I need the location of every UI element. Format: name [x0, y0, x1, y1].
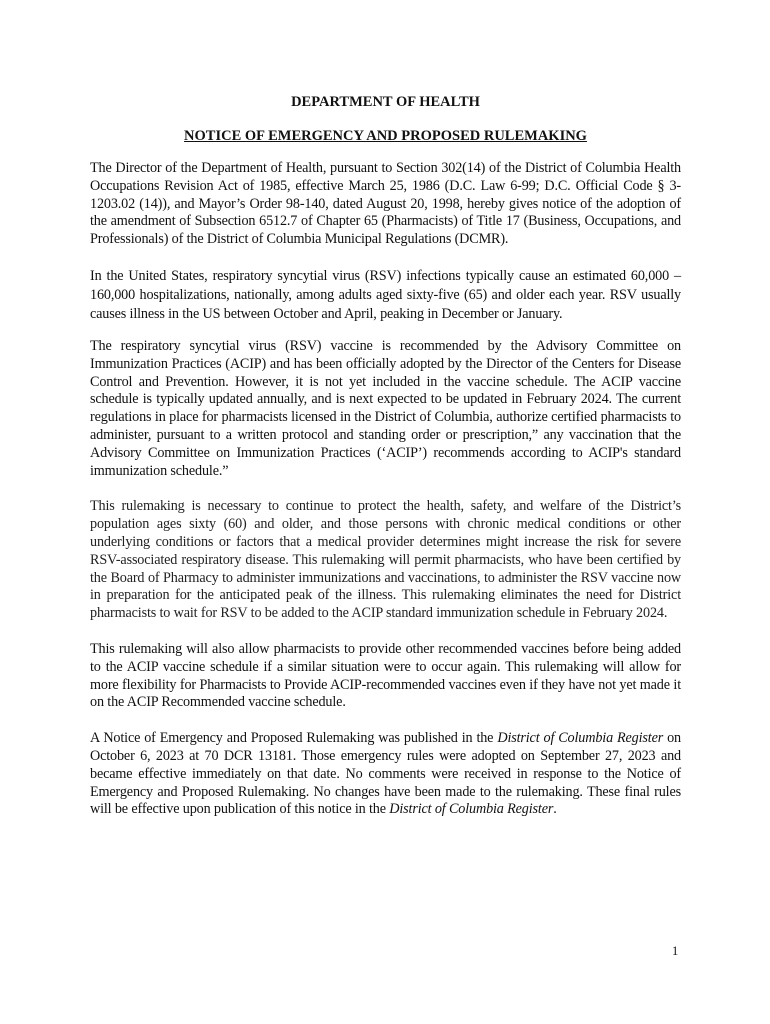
paragraph-authority: The Director of the Department of Health, pursuant to Section 302(14) of the District of Columbia Health Occupations Revision Act of 1985, effective March 25, 1986 (D.C. Law 6-99; D.C. Official Code § 3-1203.02 (14)), and Mayor’s Order 98-140, dated August 20, 1998, hereby gives notice of the adoption of the amendment of Subsection 6512.7 of Chapter 65 (Pharmacists) of Title 17 (Business, Occupations, and Professionals) of the District of Columbia Municipal Regulations (DCMR). — [90, 160, 681, 248]
paragraph-necessity: This rulemaking is necessary to continue to protect the health, safety, and welfare of the District’s population ages sixty (60) and older, and those persons with chronic medical conditions or other underlying conditions or factors that a medical provider determines might increase the risk for severe RSV-associated respiratory disease. This rulemaking will permit pharmacists, who have been certified by the Board of Pharmacy to administer immunizations and vaccinations, to administer the RSV vaccine now in preparation for the anticipated peak of the illness. This rulemaking eliminates the need for District pharmacists to wait for RSV to be added to the ACIP standard immunization schedule in February 2024. — [90, 498, 681, 622]
department-heading: DEPARTMENT OF HEALTH — [291, 94, 480, 110]
page-number: 1 — [672, 944, 679, 958]
document-page — [90, 92, 681, 819]
publication-text-3: . — [553, 801, 557, 818]
notice-title: NOTICE OF EMERGENCY AND PROPOSED RULEMAKING — [184, 128, 587, 144]
publication-text-1: A Notice of Emergency and Proposed Rulemaking was published in the — [90, 730, 498, 747]
register-title-1: District of Columbia Register — [497, 730, 664, 747]
paragraph-rsv-background: In the United States, respiratory syncytial virus (RSV) infections typically cause an estimated 60,000 – 160,000 hospitalizations, nationally, among adults aged sixty-five (65) and older each year. RSV usually causes illness in the US between October and April, peaking in December or January. — [90, 267, 681, 322]
paragraph-acip-vaccine: The respiratory syncytial virus (RSV) vaccine is recommended by the Advisory Committee on Immunization Practices (ACIP) and has been officially adopted by the Director of the Centers for Disease Control and Prevention. However, it is not yet included in the vaccine schedule. The ACIP vaccine schedule is typically updated annually, and is next expected to be updated in February 2024. The current regulations in place for pharmacists licensed in the District of Columbia, authorize certified pharmacists to administer, pursuant to a written protocol and standing order or prescription,” any vaccination that the Advisory Committee on Immunization Practices (‘ACIP’) recommends according to ACIP's standard immunization schedule.” — [90, 337, 681, 479]
paragraph-publication — [90, 730, 681, 819]
register-title-2: District of Columbia Register — [389, 801, 554, 818]
publication-text-2: on October 6, 2023 at 70 DCR 13181. Those emergency rules were adopted on September 27, 2023 and became effective immediately on that date. No comments were received in response to the Notice of Emergency and Proposed Rulemaking. No changes have been made to the rulemaking. These final rules will be effective upon publication of this notice in the — [90, 730, 681, 818]
paragraph-flexibility: This rulemaking will also allow pharmacists to provide other recommended vaccines before being added to the ACIP vaccine schedule if a similar situation were to occur again. This rulemaking will allow for more flexibility for Pharmacists to Provide ACIP-recommended vaccines even if they have not yet made it on the ACIP Recommended vaccine schedule. — [90, 640, 681, 711]
